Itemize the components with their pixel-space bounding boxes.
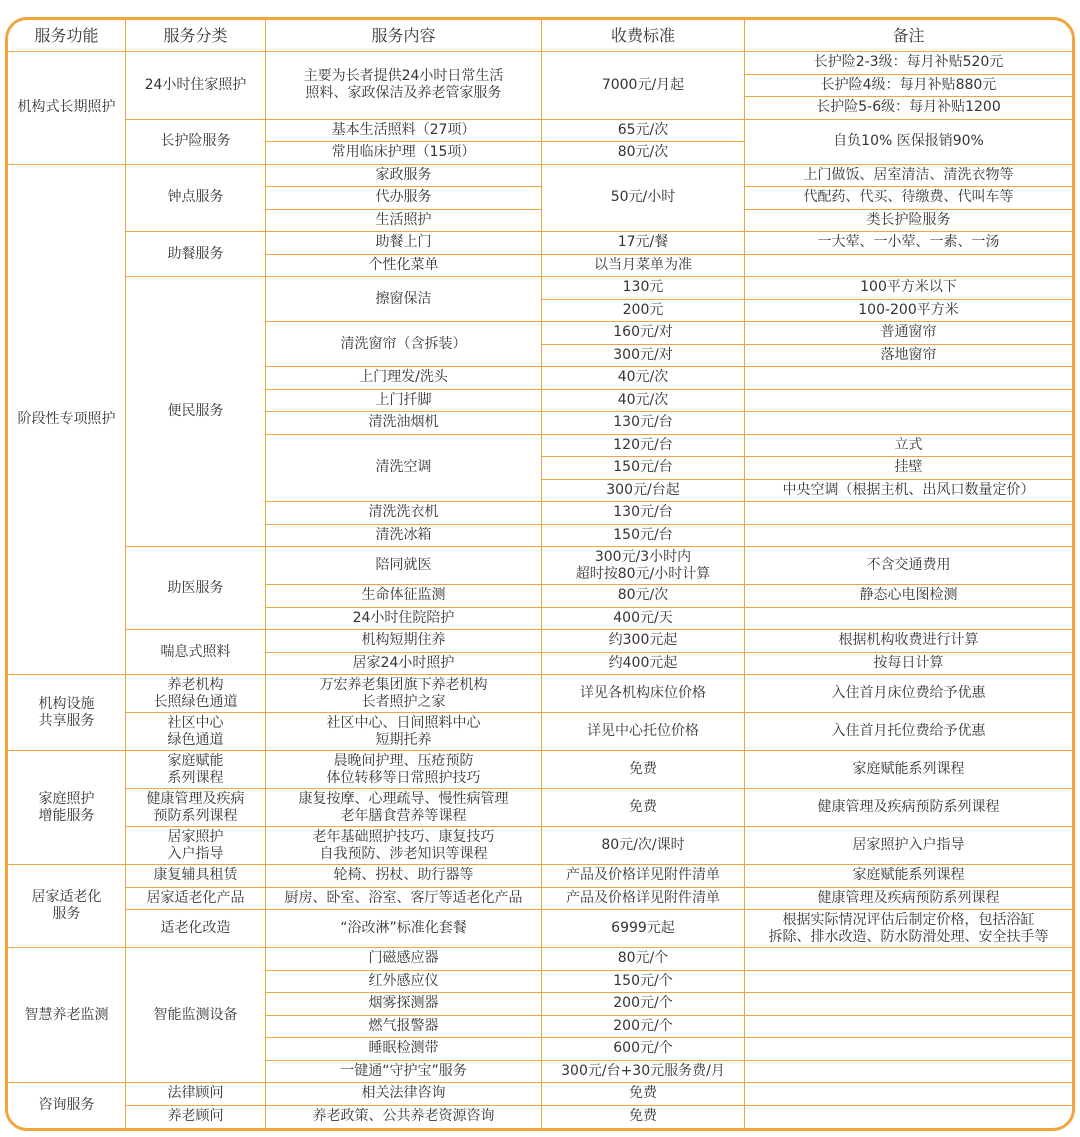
remark-cell bbox=[745, 948, 1072, 971]
remark-cell: 家庭赋能系列课程 bbox=[745, 751, 1072, 789]
fee-cell: 80元/次/课时 bbox=[542, 827, 745, 865]
remark-cell: 健康管理及疾病预防系列课程 bbox=[745, 789, 1072, 827]
service-function-cell: 机构设施 共享服务 bbox=[8, 675, 126, 751]
remark-cell: 健康管理及疾病预防系列课程 bbox=[745, 888, 1072, 911]
service-content-cell: 擦窗保洁 bbox=[266, 277, 542, 322]
remark-cell bbox=[745, 1061, 1072, 1084]
remark-cell: 中央空调（根据主机、出风口数量定价） bbox=[745, 480, 1072, 503]
service-content-cell: 居家24小时照护 bbox=[266, 653, 542, 676]
service-content-cell: 养老政策、公共养老资源咨询 bbox=[266, 1106, 542, 1129]
fee-cell: 150元/台 bbox=[542, 525, 745, 548]
service-category-cell: 养老顾问 bbox=[126, 1106, 266, 1129]
remark-cell: 长护险5-6级：每月补贴1200 bbox=[745, 97, 1072, 120]
service-category-cell: 钟点服务 bbox=[126, 165, 266, 233]
header-cell: 服务功能 bbox=[8, 20, 126, 52]
service-function-cell: 智慧养老监测 bbox=[8, 948, 126, 1083]
service-content-cell: 老年基础照护技巧、康复技巧 自我预防、涉老知识等课程 bbox=[266, 827, 542, 865]
remark-cell bbox=[745, 1083, 1072, 1106]
service-content-cell: 代办服务 bbox=[266, 187, 542, 210]
remark-cell bbox=[745, 993, 1072, 1016]
service-category-cell: 养老机构 长照绿色通道 bbox=[126, 675, 266, 713]
fee-cell: 50元/小时 bbox=[542, 165, 745, 233]
header-cell: 服务内容 bbox=[266, 20, 542, 52]
fee-cell: 40元/次 bbox=[542, 390, 745, 413]
remark-cell bbox=[745, 1016, 1072, 1039]
fee-cell: 130元/台 bbox=[542, 502, 745, 525]
service-content-cell: 厨房、卧室、浴室、客厅等适老化产品 bbox=[266, 888, 542, 911]
service-category-cell: 康复辅具租赁 bbox=[126, 865, 266, 888]
service-content-cell: 相关法律咨询 bbox=[266, 1083, 542, 1106]
service-category-cell: 长护险服务 bbox=[126, 120, 266, 165]
service-content-cell: 24小时住院陪护 bbox=[266, 608, 542, 631]
service-category-cell: 便民服务 bbox=[126, 277, 266, 547]
service-content-cell: 个性化菜单 bbox=[266, 255, 542, 278]
remark-cell: 上门做饭、居室清洁、清洗衣物等 bbox=[745, 165, 1072, 188]
remark-cell: 类长护险服务 bbox=[745, 210, 1072, 233]
service-content-cell: 清洗油烟机 bbox=[266, 412, 542, 435]
service-category-cell: 喘息式照料 bbox=[126, 630, 266, 675]
fee-cell: 产品及价格详见附件清单 bbox=[542, 865, 745, 888]
header-cell: 服务分类 bbox=[126, 20, 266, 52]
fee-cell: 详见各机构床位价格 bbox=[542, 675, 745, 713]
fee-cell: 300元/对 bbox=[542, 345, 745, 368]
remark-cell: 按每日计算 bbox=[745, 653, 1072, 676]
fee-cell: 400元/天 bbox=[542, 608, 745, 631]
service-content-cell: 门磁感应器 bbox=[266, 948, 542, 971]
price-table bbox=[5, 17, 1075, 1131]
service-content-cell: 常用临床护理（15项） bbox=[266, 142, 542, 165]
service-category-cell: 24小时住家照护 bbox=[126, 52, 266, 120]
fee-cell: 120元/台 bbox=[542, 435, 745, 458]
service-category-cell: 居家适老化产品 bbox=[126, 888, 266, 911]
service-content-cell: 清洗窗帘（含拆装） bbox=[266, 322, 542, 367]
service-function-cell: 阶段性专项照护 bbox=[8, 165, 126, 676]
fee-cell: 17元/餐 bbox=[542, 232, 745, 255]
remark-cell: 代配药、代买、待缴费、代叫车等 bbox=[745, 187, 1072, 210]
service-function-cell: 家庭照护 增能服务 bbox=[8, 751, 126, 865]
fee-cell: 6999元起 bbox=[542, 910, 745, 948]
service-category-cell: 家庭赋能 系列课程 bbox=[126, 751, 266, 789]
service-content-cell: 助餐上门 bbox=[266, 232, 542, 255]
remark-cell: 挂壁 bbox=[745, 457, 1072, 480]
remark-cell: 入住首月托位费给予优惠 bbox=[745, 713, 1072, 751]
service-function-cell: 机构式长期照护 bbox=[8, 52, 126, 165]
service-content-cell: 机构短期住养 bbox=[266, 630, 542, 653]
fee-cell: 7000元/月起 bbox=[542, 52, 745, 120]
service-content-cell: 主要为长者提供24小时日常生活 照料、家政保洁及养老管家服务 bbox=[266, 52, 542, 120]
fee-cell: 80元/次 bbox=[542, 585, 745, 608]
price-table-grid bbox=[8, 20, 1072, 1128]
service-category-cell: 助餐服务 bbox=[126, 232, 266, 277]
service-function-cell: 居家适老化 服务 bbox=[8, 865, 126, 948]
service-content-cell: 清洗洗衣机 bbox=[266, 502, 542, 525]
header-cell: 收费标准 bbox=[542, 20, 745, 52]
remark-cell bbox=[745, 1038, 1072, 1061]
fee-cell: 80元/个 bbox=[542, 948, 745, 971]
fee-cell: 免费 bbox=[542, 789, 745, 827]
service-content-cell: 清洗冰箱 bbox=[266, 525, 542, 548]
remark-cell: 入住首月床位费给予优惠 bbox=[745, 675, 1072, 713]
service-content-cell: 陪同就医 bbox=[266, 547, 542, 585]
fee-cell: 150元/台 bbox=[542, 457, 745, 480]
service-category-cell: 助医服务 bbox=[126, 547, 266, 630]
service-function-cell: 咨询服务 bbox=[8, 1083, 126, 1128]
remark-cell bbox=[745, 608, 1072, 631]
service-content-cell: 社区中心、日间照料中心 短期托养 bbox=[266, 713, 542, 751]
fee-cell: 200元/个 bbox=[542, 1016, 745, 1039]
remark-cell: 落地窗帘 bbox=[745, 345, 1072, 368]
fee-cell: 130元/台 bbox=[542, 412, 745, 435]
remark-cell: 长护险2-3级：每月补贴520元 bbox=[745, 52, 1072, 75]
fee-cell: 130元 bbox=[542, 277, 745, 300]
service-content-cell: 基本生活照料（27项） bbox=[266, 120, 542, 143]
fee-cell: 免费 bbox=[542, 1106, 745, 1129]
fee-cell: 约300元起 bbox=[542, 630, 745, 653]
remark-cell bbox=[745, 390, 1072, 413]
remark-cell: 立式 bbox=[745, 435, 1072, 458]
service-content-cell: 轮椅、拐杖、助行器等 bbox=[266, 865, 542, 888]
remark-cell: 长护险4级：每月补贴880元 bbox=[745, 75, 1072, 98]
fee-cell: 约400元起 bbox=[542, 653, 745, 676]
remark-cell: 不含交通费用 bbox=[745, 547, 1072, 585]
remark-cell bbox=[745, 971, 1072, 994]
fee-cell: 产品及价格详见附件清单 bbox=[542, 888, 745, 911]
service-content-cell: 生命体征监测 bbox=[266, 585, 542, 608]
remark-cell: 居家照护入户指导 bbox=[745, 827, 1072, 865]
fee-cell: 300元/台+30元服务费/月 bbox=[542, 1061, 745, 1084]
service-category-cell: 社区中心 绿色通道 bbox=[126, 713, 266, 751]
remark-cell bbox=[745, 525, 1072, 548]
service-content-cell: 燃气报警器 bbox=[266, 1016, 542, 1039]
remark-cell bbox=[745, 1106, 1072, 1129]
fee-cell: 300元/台起 bbox=[542, 480, 745, 503]
service-content-cell: 上门理发/洗头 bbox=[266, 367, 542, 390]
service-category-cell: 健康管理及疾病 预防系列课程 bbox=[126, 789, 266, 827]
fee-cell: 80元/次 bbox=[542, 142, 745, 165]
service-content-cell: 生活照护 bbox=[266, 210, 542, 233]
service-content-cell: 康复按摩、心理疏导、慢性病管理 老年膳食营养等课程 bbox=[266, 789, 542, 827]
remark-cell: 静态心电图检测 bbox=[745, 585, 1072, 608]
fee-cell: 200元/个 bbox=[542, 993, 745, 1016]
service-content-cell: 红外感应仪 bbox=[266, 971, 542, 994]
service-content-cell: 万宏养老集团旗下养老机构 长者照护之家 bbox=[266, 675, 542, 713]
service-content-cell: 睡眠检测带 bbox=[266, 1038, 542, 1061]
remark-cell: 根据机构收费进行计算 bbox=[745, 630, 1072, 653]
service-content-cell: 家政服务 bbox=[266, 165, 542, 188]
service-content-cell: “浴改淋”标准化套餐 bbox=[266, 910, 542, 948]
remark-cell: 普通窗帘 bbox=[745, 322, 1072, 345]
fee-cell: 200元 bbox=[542, 300, 745, 323]
fee-cell: 65元/次 bbox=[542, 120, 745, 143]
remark-cell bbox=[745, 367, 1072, 390]
remark-cell: 家庭赋能系列课程 bbox=[745, 865, 1072, 888]
remark-cell bbox=[745, 412, 1072, 435]
fee-cell: 详见中心托位价格 bbox=[542, 713, 745, 751]
fee-cell: 160元/对 bbox=[542, 322, 745, 345]
remark-cell: 100平方米以下 bbox=[745, 277, 1072, 300]
service-content-cell: 晨晚间护理、压疮预防 体位转移等日常照护技巧 bbox=[266, 751, 542, 789]
remark-cell: 100-200平方米 bbox=[745, 300, 1072, 323]
service-content-cell: 烟雾探测器 bbox=[266, 993, 542, 1016]
fee-cell: 600元/个 bbox=[542, 1038, 745, 1061]
fee-cell: 免费 bbox=[542, 1083, 745, 1106]
remark-cell: 一大荤、一小荤、一素、一汤 bbox=[745, 232, 1072, 255]
service-content-cell: 上门扦脚 bbox=[266, 390, 542, 413]
remark-cell: 根据实际情况评估后制定价格，包括浴缸 拆除、排水改造、防水防滑处理、安全扶手等 bbox=[745, 910, 1072, 948]
fee-cell: 150元/个 bbox=[542, 971, 745, 994]
remark-cell bbox=[745, 502, 1072, 525]
service-content-cell: 清洗空调 bbox=[266, 435, 542, 503]
service-category-cell: 智能监测设备 bbox=[126, 948, 266, 1083]
fee-cell: 免费 bbox=[542, 751, 745, 789]
fee-cell: 以当月菜单为准 bbox=[542, 255, 745, 278]
fee-cell: 40元/次 bbox=[542, 367, 745, 390]
service-category-cell: 法律顾问 bbox=[126, 1083, 266, 1106]
service-content-cell: 一键通“守护宝”服务 bbox=[266, 1061, 542, 1084]
header-cell: 备注 bbox=[745, 20, 1072, 52]
fee-cell: 300元/3小时内 超时按80元/小时计算 bbox=[542, 547, 745, 585]
remark-cell: 自负10% 医保报销90% bbox=[745, 120, 1072, 165]
remark-cell bbox=[745, 255, 1072, 278]
service-category-cell: 适老化改造 bbox=[126, 910, 266, 948]
service-category-cell: 居家照护 入户指导 bbox=[126, 827, 266, 865]
